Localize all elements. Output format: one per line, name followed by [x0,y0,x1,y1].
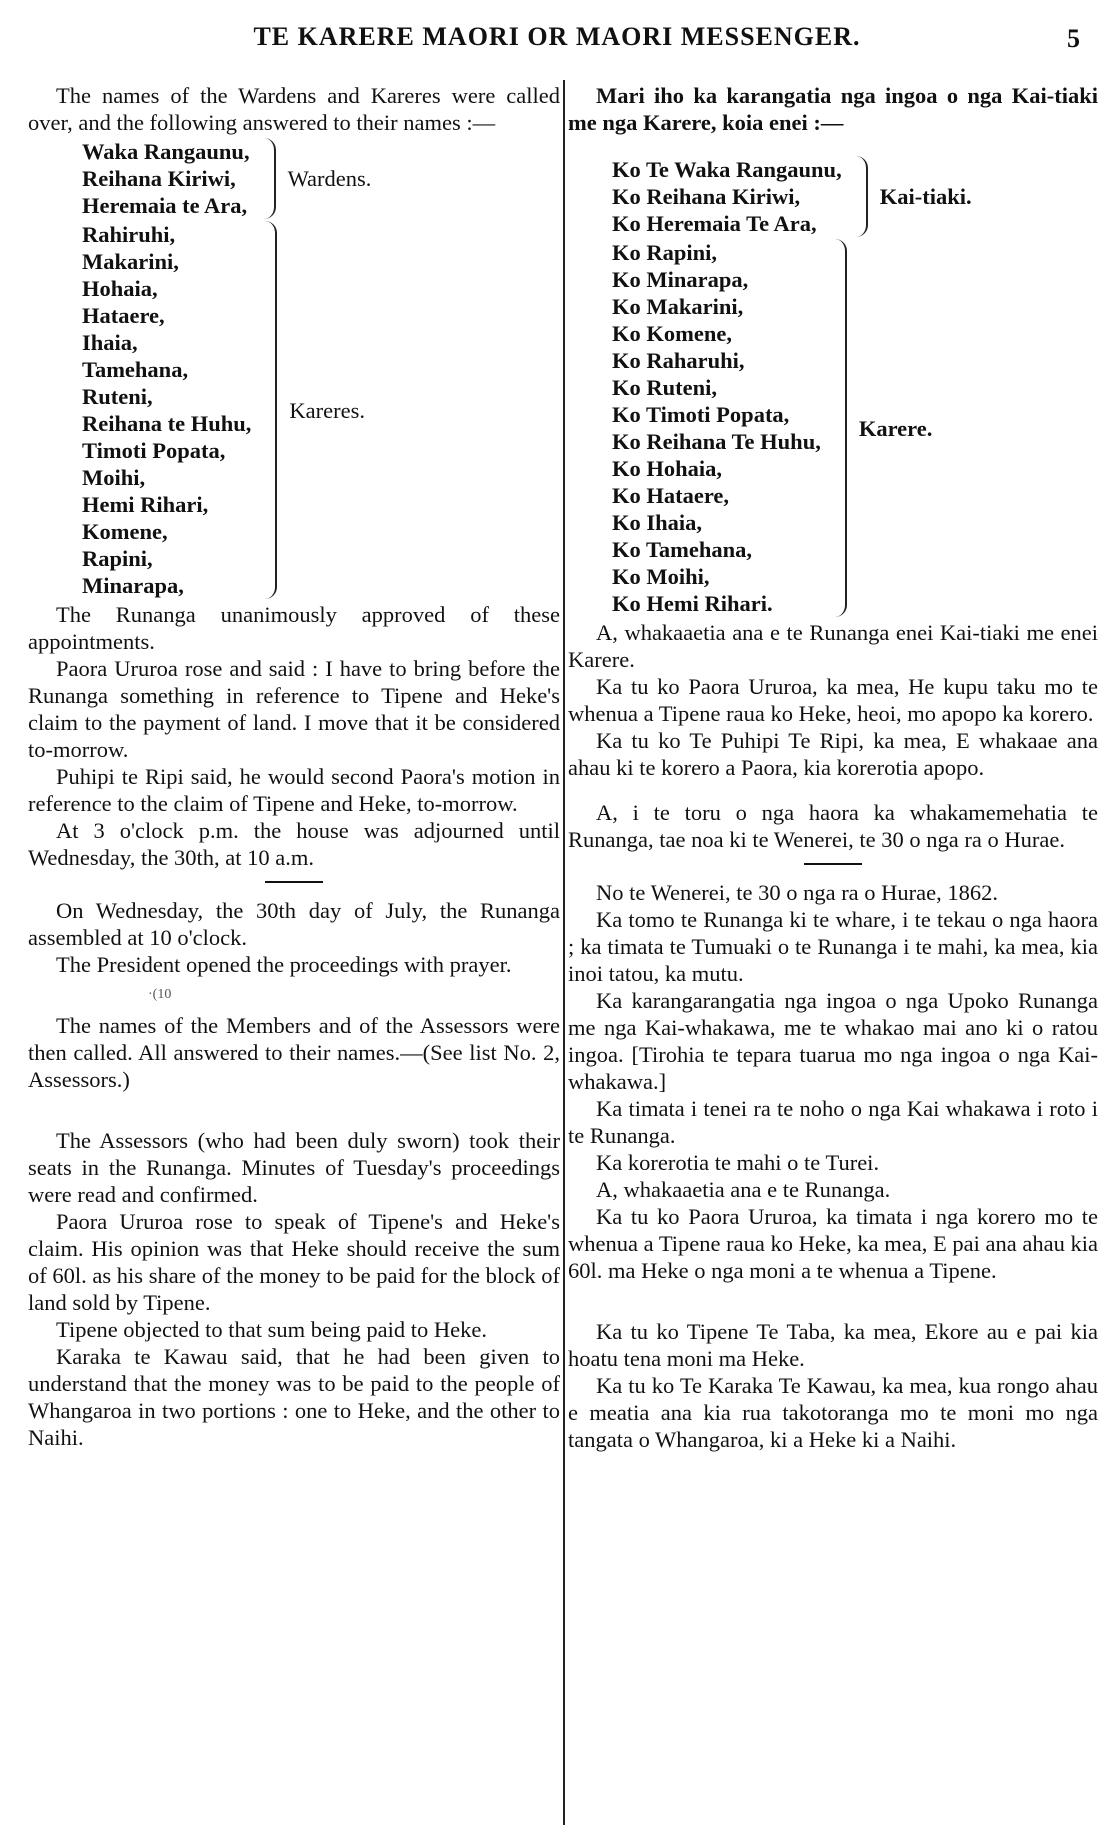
karere-name: Moihi, [82,465,146,490]
paragraph: Ka karangarangatia nga ingoa o nga Upoko Runanga me nga Kai-whakawa, me te whakao mai ano ki o ratou ingoa. [Tirohia te tepara tuarua mo nga ingoa o nga Kai-whakawa.] [568,988,1098,1094]
paragraph: Ka tu ko Te Puhipi Te Ripi, ka mea, E whakaae ana ahau ki te korero a Paora, kia korerotia apopo. [568,728,1098,780]
paragraph: Ka tu ko Paora Ururoa, ka mea, He kupu taku mo te whenua a Tipene raua ko Heke, heoi, mo apopo ka korero. [568,674,1098,726]
paragraph: Ka tu ko Tipene Te Taba, ka mea, Ekore au e pai kia hoatu tena moni ma Heke. [568,1319,1098,1371]
paragraph: Ka tu ko Te Karaka Te Kawau, ka mea, kua rongo ahau e meatia ana kia rua takotoranga mo te moni mo nga tangata o Whangaroa, ki a Heke ki a Naihi. [568,1373,1098,1452]
karere-name: Ko Tamehana, [612,537,753,562]
paragraph: Paora Ururoa rose and said : I have to bring before the Runanga something in reference to Tipene and Heke's claim to the payment of land. I move that it be considered to-morrow. [28,656,560,762]
wardens-list [28,138,250,219]
kareres-brace [261,221,277,599]
column-divider [563,80,565,1825]
karere-label: Karere. [858,415,933,441]
karere-name: Minarapa, [82,573,184,598]
paragraph: Ka timata i tenei ra te noho o nga Kai whakawa i roto i te Runanga. [568,1096,1098,1148]
paragraph: No te Wenerei, te 30 o nga ra o Hurae, 1862. [596,880,999,905]
kaitiaki-label: Kai-tiaki. [879,184,972,209]
kaitiaki-list [568,156,842,237]
karere-name: Ko Hataere, [612,483,730,508]
kaitiaki-brace [852,156,868,237]
karere-name: Ko Makarini, [612,294,744,319]
kareres-group [28,221,560,599]
roll-call-intro: The names of the Wardens and Kareres were called over, and the following answered to their names :— [28,83,560,135]
paragraph: The Assessors (who had been duly sworn) took their seats in the Runanga. Minutes of Tuesday's proceedings were read and confirmed. [28,1128,560,1207]
karere-name: Komene, [82,519,168,544]
kaitiaki-name: Ko Te Waka Rangaunu, [612,157,842,182]
paragraph: Ka tomo te Runanga ki te whare, i te tekau o nga haora ; ka timata te Tumuaki o te Runanga i te mahi, ka mea, kia inoi tatou, ka mutu. [568,907,1098,986]
karere-name: Ko Ruteni, [612,375,718,400]
paragraph: Karaka te Kawau said, that he had been given to understand that the money was to be paid to the people of Whangaroa in two portions : one to Heke, and the other to Naihi. [28,1344,560,1450]
english-column [28,82,560,1451]
kareres-label: Kareres. [289,397,365,423]
newspaper-title: TE KARERE MAORI OR MAORI MESSENGER. [253,22,861,51]
section-rule [265,881,323,883]
karere-name: Ko Moihi, [612,564,710,589]
karere-name: Ruteni, [82,384,153,409]
karere-name: Rahiruhi, [82,222,176,247]
karere-name: Rapini, [82,546,153,571]
karere-name: Hemi Rihari, [82,492,209,517]
karere-name: Timoti Popata, [82,438,226,463]
wardens-group [28,138,560,219]
karere-name: Ko Hemi Rihari. [612,591,773,616]
paragraph: Puhipi te Ripi said, he would second Paora's motion in reference to the claim of Tipene and Heke, to-morrow. [28,764,560,816]
karere-name: Hataere, [82,303,165,328]
kaitiaki-name: Ko Heremaia Te Ara, [612,211,817,236]
paragraph: Ka tu ko Paora Ururoa, ka timata i nga korero mo te whenua a Tipene raua ko Heke, ka mea, E pai ana ahau kia 60l. ma Heke o nga moni a te whenua a Tipene. [568,1204,1098,1283]
paragraph: The President opened the proceedings with prayer. [56,952,512,977]
paragraph: The names of the Members and of the Assessors were then called. All answered to their names.—(See list No. 2, Assessors.) [28,1013,560,1092]
karere-name: Ko Raharuhi, [612,348,745,373]
karere-name: Reihana te Huhu, [82,411,252,436]
karere-name: Tamehana, [82,357,189,382]
karere-list [568,239,821,617]
warden-name: Waka Rangaunu, [82,139,250,164]
paragraph: A, whakaaetia ana e te Runanga enei Kai-tiaki me enei Karere. [568,620,1098,672]
paragraph: Tipene objected to that sum being paid to Heke. [56,1317,487,1342]
karere-name: Makarini, [82,249,179,274]
maori-column [568,82,1098,1453]
roll-call-intro-maori: Mari iho ka karangatia nga ingoa o nga Kai-tiaki me nga Karere, koia enei :— [568,83,1098,135]
page-header [0,18,1114,58]
karere-brace [831,239,847,617]
warden-name: Heremaia te Ara, [82,193,248,218]
kaitiaki-name: Ko Reihana Kiriwi, [612,184,801,209]
paragraph: Ka korerotia te mahi o te Turei. [596,1150,880,1175]
wardens-brace [260,138,276,219]
karere-group [568,239,1098,617]
page-number: 5 [1067,24,1080,53]
karere-name: Hohaia, [82,276,158,301]
karere-name: Ihaia, [82,330,138,355]
karere-name: Ko Timoti Popata, [612,402,790,427]
karere-name: Ko Ihaia, [612,510,703,535]
kaitiaki-group [568,156,1098,237]
wardens-label: Wardens. [287,166,372,191]
paragraph: At 3 o'clock p.m. the house was adjourned until Wednesday, the 30th, at 10 a.m. [28,818,560,870]
karere-name: Ko Reihana Te Huhu, [612,429,821,454]
paragraph: A, i te toru o nga haora ka whakamemehatia te Runanga, tae noa ki te Wenerei, te 30 o nga ra o Hurae. [568,800,1098,852]
karere-name: Ko Hohaia, [612,456,723,481]
karere-name: Ko Minarapa, [612,267,749,292]
section-rule [804,863,862,865]
paragraph: A, whakaaetia ana e te Runanga. [596,1177,891,1202]
karere-name: Ko Komene, [612,321,732,346]
paragraph: The Runanga unanimously approved of these appointments. [28,602,560,654]
stray-mark: ·(10 [148,987,172,1002]
warden-name: Reihana Kiriwi, [82,166,236,191]
karere-name: Ko Rapini, [612,240,718,265]
kareres-list [28,221,251,599]
paragraph: Paora Ururoa rose to speak of Tipene's and Heke's claim. His opinion was that Heke should receive the sum of 60l. as his share of the money to be paid for the block of land sold by Tipene. [28,1209,560,1315]
paragraph: On Wednesday, the 30th day of July, the Runanga assembled at 10 o'clock. [28,898,560,950]
